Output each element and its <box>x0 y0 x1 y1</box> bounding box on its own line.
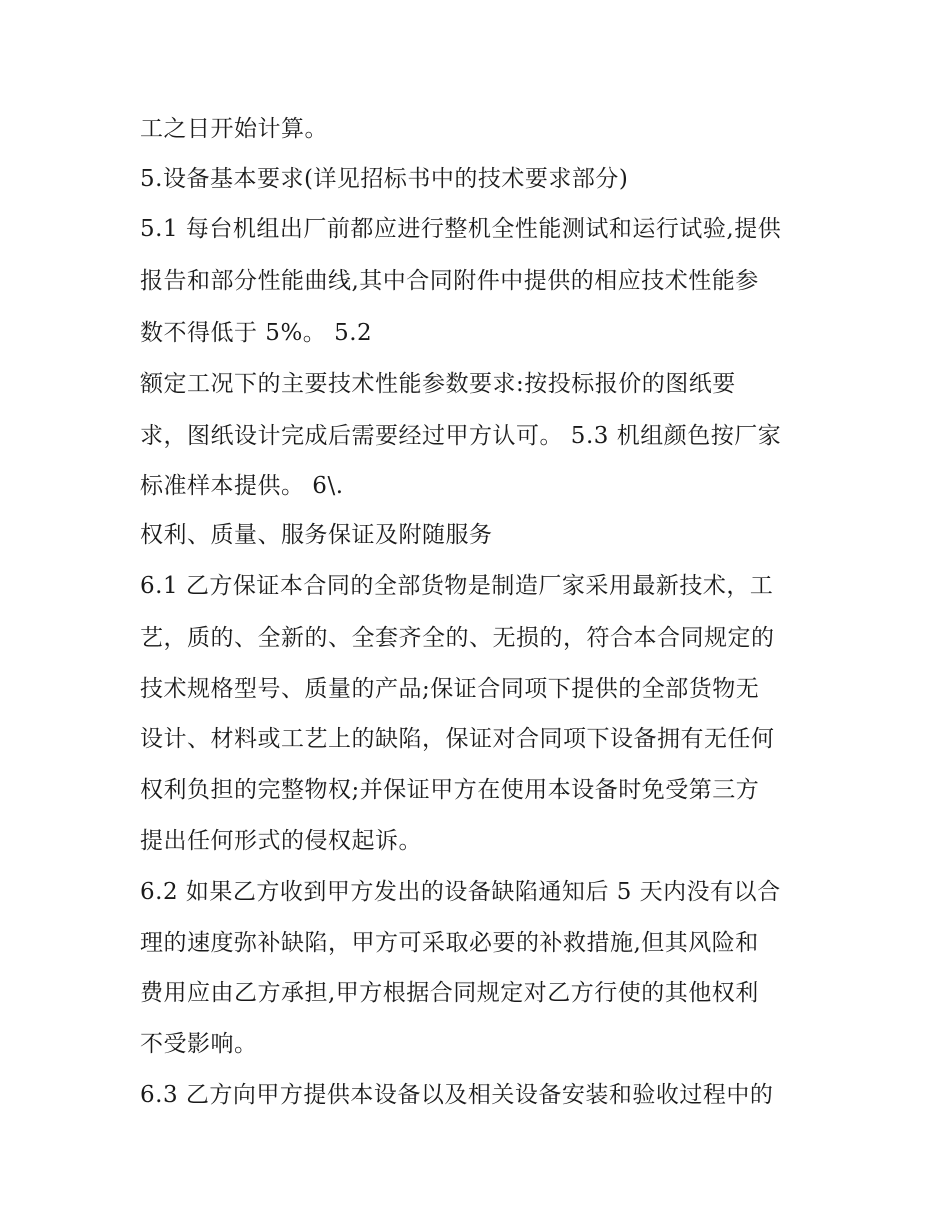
text-line: 艺，质的、全新的、全套齐全的、无损的，符合本合同规定的 <box>140 625 775 651</box>
section-heading: 5.设备基本要求(详见招标书中的技术要求部分) <box>140 166 629 192</box>
text-line: 报告和部分性能曲线,其中合同附件中提供的相应技术性能参 <box>140 268 759 294</box>
text-line: 求，图纸设计完成后需要经过甲方认可。 5.3 机组颜色按厂家 <box>140 423 782 449</box>
section-heading: 权利、质量、服务保证及附随服务 <box>140 522 493 548</box>
text-line: 5.1 每台机组出厂前都应进行整机全性能测试和运行试验,提供 <box>140 216 782 242</box>
text-line: 工之日开始计算。 <box>140 116 328 142</box>
text-line: 费用应由乙方承担,甲方根据合同规定对乙方行使的其他权利 <box>140 980 759 1006</box>
text-line: 技术规格型号、质量的产品;保证合同项下提供的全部货物无 <box>140 676 760 702</box>
text-line: 权利负担的完整物权;并保证甲方在使用本设备时免受第三方 <box>140 777 760 803</box>
text-line: 不受影响。 <box>140 1031 258 1057</box>
text-line: 6.2 如果乙方收到甲方发出的设备缺陷通知后 5 天内没有以合 <box>140 879 781 905</box>
text-line: 6.3 乙方向甲方提供本设备以及相关设备安装和验收过程中的 <box>140 1082 774 1108</box>
text-line: 标准样本提供。 6\. <box>140 473 344 499</box>
text-line: 数不得低于 5%。 5.2 <box>140 320 373 346</box>
text-line: 设计、材料或工艺上的缺陷，保证对合同项下设备拥有无任何 <box>140 726 775 752</box>
text-line: 6.1 乙方保证本合同的全部货物是制造厂家采用最新技术，工 <box>140 573 774 599</box>
text-line: 额定工况下的主要技术性能参数要求:按投标报价的图纸要 <box>140 371 736 397</box>
text-line: 理的速度弥补缺陷，甲方可采取必要的补救措施,但其风险和 <box>140 930 759 956</box>
text-line: 提出任何形式的侵权起诉。 <box>140 828 422 854</box>
